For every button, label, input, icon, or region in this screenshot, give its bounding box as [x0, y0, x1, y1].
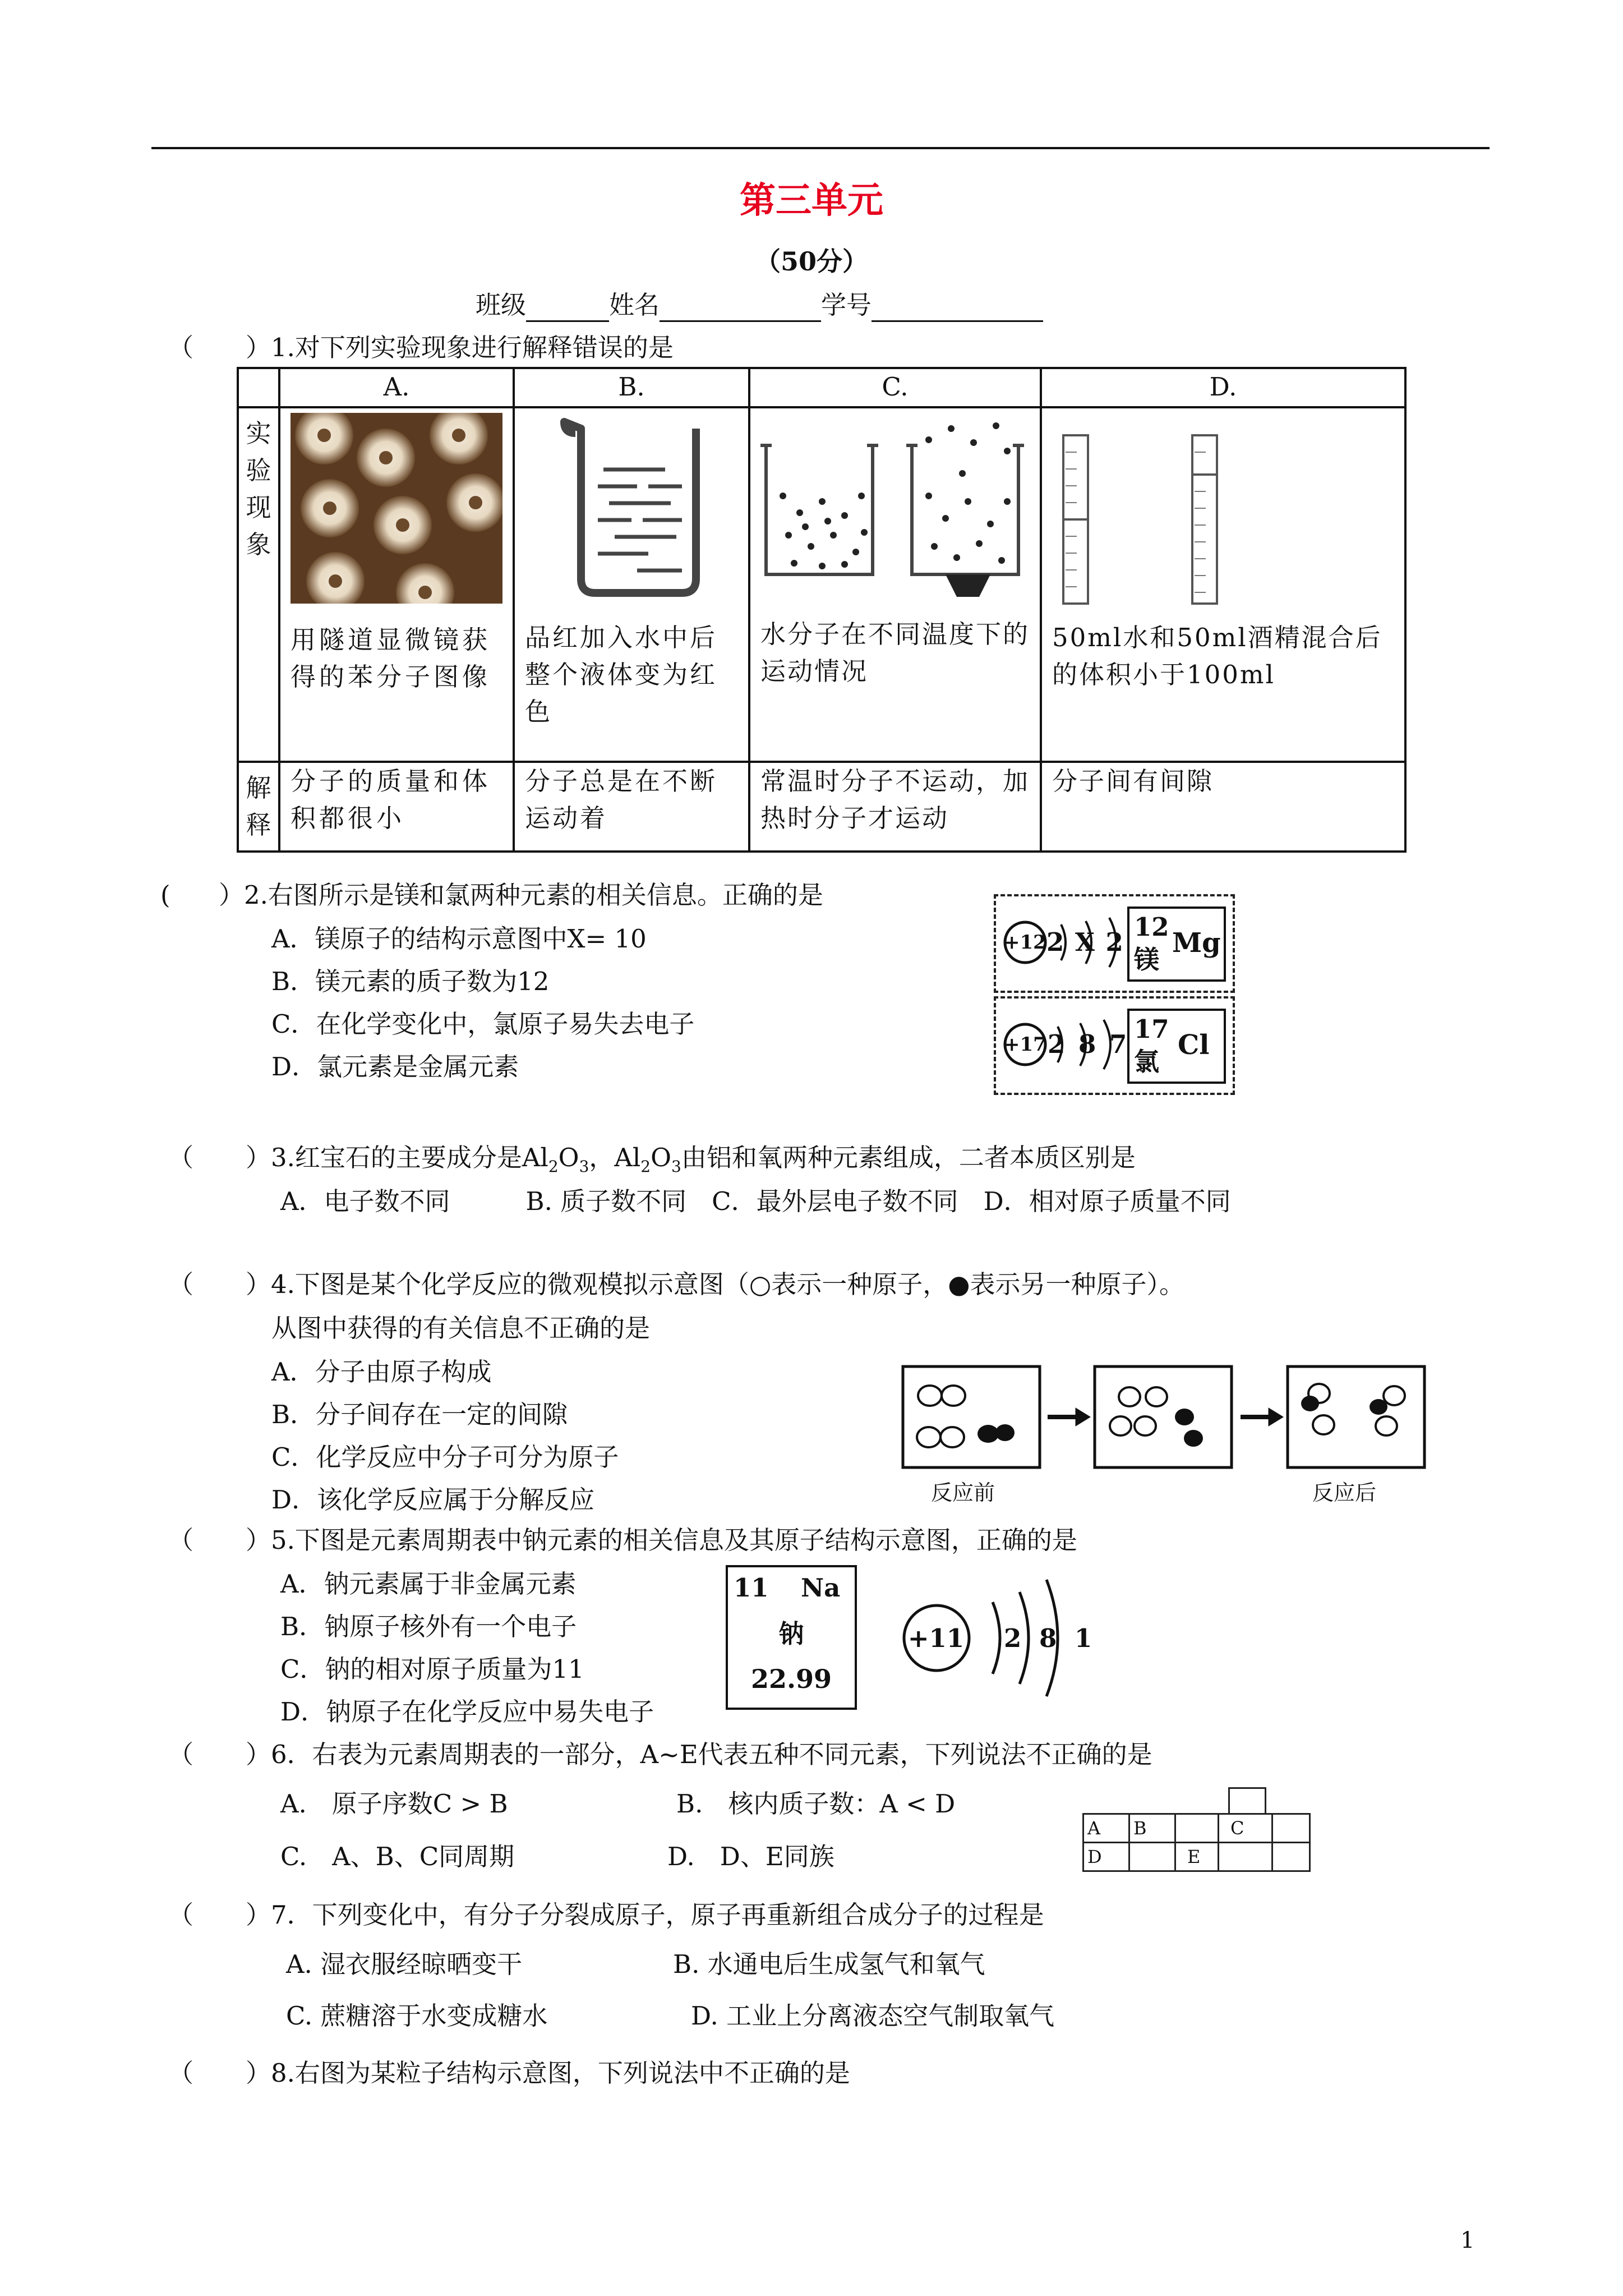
id-field[interactable]	[872, 293, 1043, 322]
q1-table	[237, 367, 1407, 853]
header-b: B.	[514, 368, 749, 407]
answer-bracket[interactable]: （	[168, 333, 194, 362]
q5-option-c: C．钠的相对原子质量为11	[280, 1654, 584, 1684]
page-number: 1	[1460, 2228, 1475, 2253]
q3-stem: （ ）3.红宝石的主要成分是$Al_2O_3$，$Al_2O_3$由铝和氧两种元素组成，二者本质区别是	[168, 1141, 1136, 1184]
na-name: 钠	[778, 1619, 804, 1649]
q5-option-b: B．钠原子核外有一个电子	[280, 1612, 577, 1641]
answer-bracket[interactable]: （	[168, 2058, 194, 2088]
q5-stem: （ ）5.下图是元素周期表中钠元素的相关信息及其原子结构示意图，正确的是	[168, 1524, 1077, 1557]
name-field[interactable]	[660, 293, 821, 322]
cl-info-box	[994, 996, 1235, 1095]
answer-bracket[interactable]: （	[168, 1143, 194, 1172]
periodic-table-fragment: A B C D E	[1082, 1813, 1311, 1872]
mg-nucleus: +12	[1004, 931, 1046, 954]
q7-option-c: C. 蔗糖溶于水变成糖水	[286, 2001, 548, 2031]
q2-stem: ( ）2.右图所示是镁和氯两种元素的相关信息。正确的是	[160, 878, 823, 912]
cl-symbol: Cl	[1178, 1029, 1210, 1061]
class-field[interactable]	[526, 293, 609, 322]
q7-stem: （ ）7．下列变化中，有分子分裂成原子，原子再重新组合成分子的过程是	[168, 1898, 1044, 1932]
top-rule	[151, 147, 1490, 149]
na-mass: 22.99	[750, 1664, 832, 1694]
q2-option-a: A．镁原子的结构示意图中X= 10	[271, 924, 647, 954]
q2-option-c: C．在化学变化中，氯原子易失去电子	[271, 1009, 695, 1039]
na-shells: 2 8 1	[1004, 1623, 1092, 1653]
cell-b-explanation: 分子总是在不断运动着	[514, 762, 749, 852]
reaction-diagram	[901, 1363, 1428, 1487]
mg-shells: 2 X 2	[1046, 927, 1123, 957]
cell-c-phenomenon: 水分子在不同温度下的运动情况	[749, 407, 1041, 762]
q2-option-b: B．镁元素的质子数为12	[271, 967, 550, 996]
q4-stem: （ ）4.下图是某个化学反应的微观模拟示意图（○表示一种原子，●表示另一种原子）。	[168, 1268, 1184, 1301]
benzene-stm-image	[291, 413, 502, 604]
q4-option-c: C．化学反应中分子可分为原子	[271, 1442, 619, 1472]
cell-d-explanation: 分子间有间隙	[1041, 762, 1405, 852]
answer-bracket[interactable]: （	[168, 1900, 194, 1930]
cell-c-explanation: 常温时分子不运动，加热时分子才运动	[749, 762, 1041, 852]
name-label: 姓名	[609, 290, 660, 320]
student-info	[476, 288, 1043, 322]
cl-nucleus: +17	[1004, 1033, 1046, 1056]
q7-option-a: A. 湿衣服经晾晒变干	[286, 1949, 523, 1979]
header-a: A.	[279, 368, 514, 407]
mg-element-card	[1127, 907, 1226, 982]
q3-options: A．电子数不同 B. 质子数不同 C．最外层电子数不同 D．相对原子质量不同	[280, 1186, 1231, 1216]
answer-bracket[interactable]: （	[168, 1525, 194, 1555]
mg-symbol: Mg	[1172, 927, 1221, 959]
q4-stem-line2: 从图中获得的有关信息不正确的是	[271, 1313, 651, 1343]
q6-option-c: C. A、B、C同周期	[280, 1842, 515, 1871]
q4-option-d: D．该化学反应属于分解反应	[271, 1485, 595, 1515]
answer-bracket[interactable]: (	[160, 880, 170, 910]
row-label-explanation: 解释	[238, 762, 279, 852]
answer-bracket[interactable]: （	[168, 1740, 194, 1769]
q6-option-b: B. 核内质子数：A < D	[676, 1789, 956, 1819]
beaker-icon	[553, 416, 738, 601]
header-c: C.	[749, 368, 1041, 407]
cell-a-explanation: 分子的质量和体积都很小	[279, 762, 514, 852]
table-corner	[238, 368, 279, 407]
na-symbol: Na	[801, 1573, 841, 1603]
row-label-phenomenon: 实验现象	[238, 407, 279, 762]
answer-bracket[interactable]: （	[168, 1269, 194, 1299]
mg-number: 12	[1134, 912, 1169, 942]
id-label: 学号	[821, 290, 872, 320]
cell-a-phenomenon: 用隧道显微镜获得的苯分子图像	[279, 407, 514, 762]
na-element-card	[726, 1565, 857, 1710]
class-label: 班级	[476, 290, 527, 320]
q5-option-d: D．钠原子在化学反应中易失电子	[280, 1697, 654, 1727]
cl-shells: 2 8 7	[1048, 1029, 1127, 1059]
reaction-after-label: 反应后	[1312, 1480, 1377, 1505]
q6-stem: （ ）6．右表为元素周期表的一部分，A~E代表五种不同元素，下列说法不正确的是	[168, 1738, 1152, 1772]
graduated-cylinders-icon	[1052, 424, 1237, 609]
cl-element-card	[1127, 1009, 1226, 1084]
water-molecules-diagram	[760, 417, 1030, 602]
q2-option-d: D．氯元素是金属元素	[271, 1052, 519, 1082]
q7-option-b: B. 水通电后生成氢气和氧气	[673, 1949, 985, 1979]
reaction-before-label: 反应前	[931, 1480, 995, 1505]
page-title: 第三单元	[740, 180, 883, 222]
periodic-table-top-cell	[1228, 1787, 1266, 1815]
q6-option-d: D. D、E同族	[667, 1842, 834, 1871]
q8-stem: （ ）8.右图为某粒子结构示意图，下列说法中不正确的是	[168, 2056, 850, 2090]
q7-option-d: D. 工业上分离液态空气制取氧气	[691, 2001, 1055, 2031]
q4-option-b: B．分子间存在一定的间隙	[271, 1400, 568, 1429]
cl-name: 氯	[1134, 1047, 1160, 1076]
score-label: （50分）	[754, 246, 868, 277]
cell-b-phenomenon: 品红加入水中后整个液体变为红色	[514, 407, 749, 762]
q1-stem: （ ）1.对下列实验现象进行解释错误的是	[168, 331, 674, 365]
q6-option-a: A. 原子序数C > B	[280, 1789, 508, 1819]
mg-name: 镁	[1134, 945, 1160, 974]
cl-number: 17	[1134, 1014, 1169, 1044]
q4-option-a: A．分子由原子构成	[271, 1357, 492, 1387]
header-d: D.	[1041, 368, 1405, 407]
na-number: 11	[734, 1573, 769, 1603]
q5-option-a: A．钠元素属于非金属元素	[280, 1569, 577, 1599]
cell-d-phenomenon: 50ml水和50ml酒精混合后的体积小于100ml	[1041, 407, 1405, 762]
na-nucleus: +11	[907, 1623, 965, 1653]
mg-info-box	[994, 894, 1235, 993]
